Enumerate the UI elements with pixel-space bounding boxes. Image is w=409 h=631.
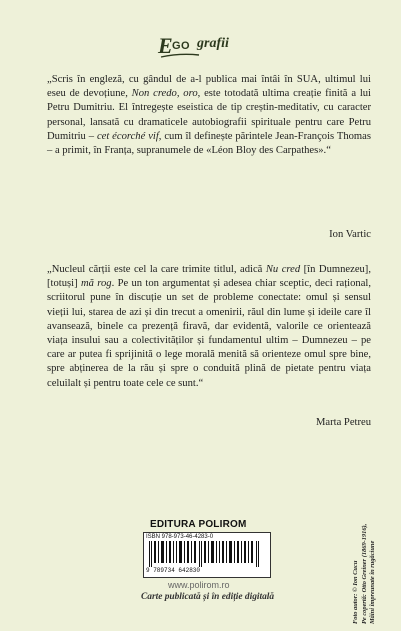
blurb-vartic-author: Ion Vartic (329, 229, 371, 240)
publisher-name: EDITURA POLIROM (150, 519, 247, 530)
credit-artwork-title: Mâini împreunate în rugăciune (369, 540, 377, 624)
credit-cover-artist: Pe copertă: Otto Greiner (1869-1916), (360, 523, 368, 624)
credit-photo: Foto autor: © Ion Cucu (352, 560, 359, 624)
blurb-petreu (47, 263, 371, 391)
logo-grafii: grafii (197, 36, 229, 51)
blurb-petreu-text-2: [în Dumnezeu], [totuși] (47, 264, 371, 290)
publisher-website: www.polirom.ro (168, 580, 230, 590)
blurb-vartic (47, 73, 371, 158)
ego-grafii-logo (158, 33, 258, 59)
cover-credits (352, 512, 404, 624)
blurb-vartic-quote-italic: cet écorché vif (96, 130, 159, 142)
barcode-icon (149, 541, 261, 567)
logo-swoosh-icon (160, 53, 200, 59)
blurb-petreu-text-1: „Nucleul cărții este cel la care trimite titlul, adică (47, 264, 266, 275)
blurb-vartic-title-italic: Non credo, oro (131, 88, 198, 100)
blurb-vartic-text-1: „Scris în engleză, cu gândul de a-l publica mai întâi în SUA, ultimul lui eseu de devoțiune, (47, 74, 371, 100)
page-edge (401, 0, 409, 631)
blurb-vartic-text-3: , cum îl definește părintele Jean-François Thomas – a primit, în Franța, supranumele de «Léon Bloy des Carpathes».“ (47, 130, 372, 157)
digital-edition-note: Carte publicată și în ediție digitală (141, 592, 275, 602)
blurb-petreu-author: Marta Petreu (315, 417, 371, 428)
isbn-label: ISBN 978-973-46-4283-0 (146, 534, 214, 540)
blurb-vartic-text-2: , este totodată ultima creație finită a lui Petru Dumitriu. El întregește eseistica de tip creștin-meditativ, cu caracter personal, lansată cu dramaticele autobiografii spirituale pentru care Petru Dumitriu – (47, 88, 371, 142)
barcode-number: 9 789734 642830 (146, 567, 201, 574)
logo-e: E (158, 33, 173, 58)
logo-go: GO (172, 40, 191, 52)
blurb-petreu-text-3: . Pe un ton argumentat și adesea chiar sceptic, deci rațional, scriitorul pune în discuție un set de probleme conectate: omul și sensul vieții lui, starea de azi și din trecut a omenirii, răul din lume și ideile care îl avansează, binele ca prezență firavă, dar evidentă, valorile ce orientează viața insului sau a colectivităților și fundamentul ultim – Dumnezeu – pe care ar putea fi sprijinită o lege morală menită să orienteze omul spre bine, spre abținerea de la rău și spre o conduită plină de pietate pentru viața celuilalt și pentru toate cele ce sunt.“ (47, 278, 371, 389)
blurb-petreu-italic-2: mă rog (80, 278, 112, 290)
blurb-petreu-italic-1: Nu cred (265, 264, 301, 275)
